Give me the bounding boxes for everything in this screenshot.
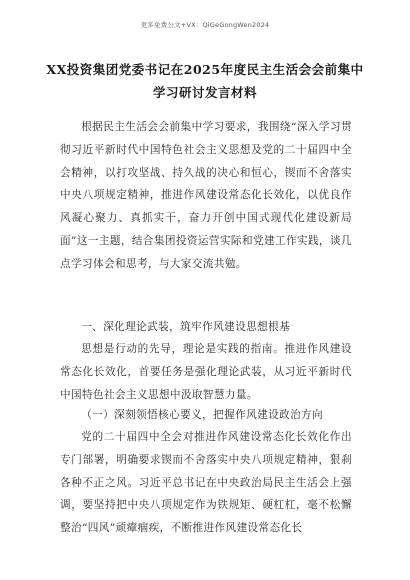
intro-paragraph: 根据民主生活会会前集中学习要求，我围绕“深入学习贯彻习近平新时代中国特色社会主义思想及党的二十届四中全会精神，以打攻坚战、持久战的决心和恒心，锲而不舍落实中央八项规定精神，推进作风建设常态化长效化，以优良作风凝心聚力、真抓实干，奋力开创中国式现代化建设新局面”这一主题，结合集团投资运营实际和党建工作实践，谈几点学习体会和思考，与大家交流共勉。 (60, 121, 352, 270)
section1-block (60, 316, 352, 339)
document-title: XX投资集团党委书记在2025年度民主生活会会前集中学习研讨发言材料 (46, 62, 364, 100)
sub1-body-block (60, 426, 352, 540)
header-note: 更多免费公文+VX：QiGeGongWen2024 (140, 21, 270, 29)
sub1-block (60, 404, 352, 427)
sub1-paragraph: 党的二十届四中全会对推进作风建设常态化长效化作出专门部署，明确要求锲而不舍落实中央八项规定精神，狠刹各种不正之风。习近平总书记在中央政治局民主生活会上强调，要坚持把中央八项规定作为铁规矩、硬杠杠，毫不松懈整治“四风”顽瘴痼疾，不断推进作风建设常态化长 (60, 431, 352, 535)
sub1-heading: （一）深刻领悟核心要义，把握作风建设政治方向 (81, 409, 324, 421)
section1-body-block (60, 338, 352, 406)
section1-paragraph: 思想是行动的先导，理论是实践的指南。推进作风建设常态化长效化，首要任务是强化理论武装，从习近平新时代中国特色社会主义思想中汲取智慧力量。 (60, 343, 352, 401)
section1-heading: 一、深化理论武装，筑牢作风建设思想根基 (81, 321, 291, 333)
intro-block (60, 116, 352, 276)
